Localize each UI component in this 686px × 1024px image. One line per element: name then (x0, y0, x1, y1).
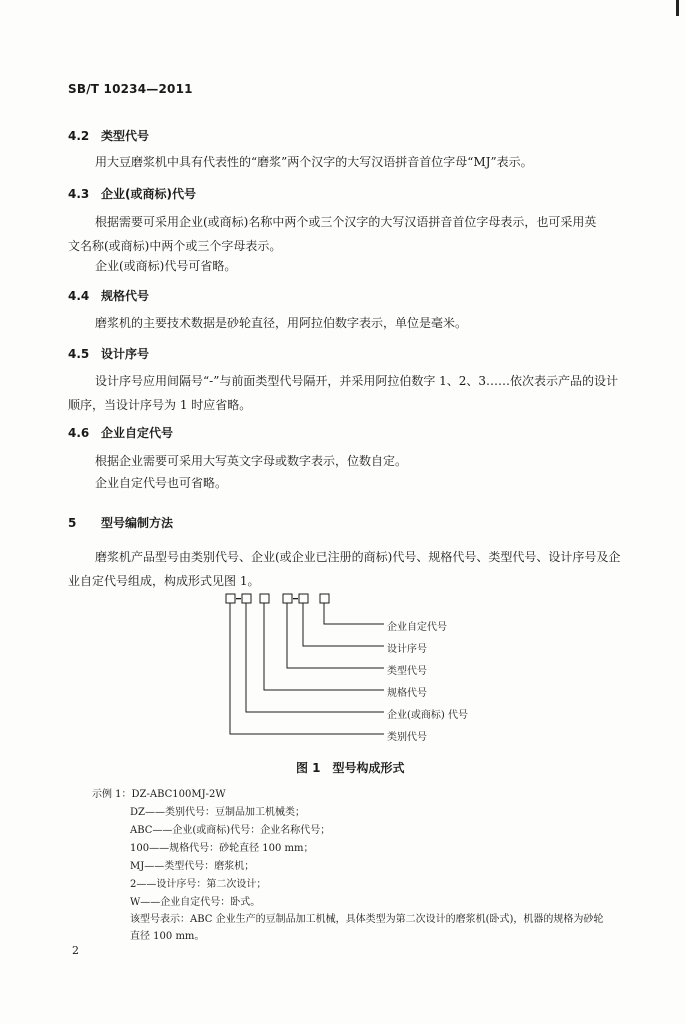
leader-lines (230, 603, 384, 734)
section-heading (68, 345, 149, 362)
section-heading (68, 127, 149, 144)
leader-line-category (230, 603, 384, 734)
example-item: 100——规格代号：砂轮直径 100 mm； (130, 843, 314, 854)
paragraph-line: 磨浆机产品型号由类别代号、企业(或企业已注册的商标)代号、规格代号、类型代号、设计序号及企 (95, 550, 621, 564)
section-title: 类型代号 (101, 129, 150, 143)
section-title: 企业(或商标)代号 (101, 187, 196, 201)
code-box-type (283, 594, 292, 603)
paragraph-line: 企业(或商标)代号可省略。 (95, 259, 237, 273)
section-title: 设计序号 (101, 347, 150, 361)
section-title: 型号编制方法 (101, 516, 174, 530)
leader-line-enterprise (246, 603, 384, 712)
paragraph-line: 业自定代号组成，构成形式见图 1。 (68, 574, 260, 588)
section-heading (68, 424, 173, 441)
code-box-custom (320, 594, 329, 603)
paragraph-line: 根据企业需要可采用大写英文字母或数字表示，位数自定。 (95, 454, 408, 468)
code-box-spec (260, 594, 269, 603)
example-heading: 示例 1：DZ-ABC100MJ-2W (92, 789, 226, 800)
paragraph-line: 根据需要可采用企业(或商标)名称中两个或三个汉字的大写汉语拼音首位字母表示，也可采用英 (95, 215, 597, 229)
paragraph (68, 150, 630, 174)
paragraph-line: 设计序号应用间隔号“-”与前面类型代号隔开，并采用阿拉伯数字 1、2、3……依次表示产品的设计 (95, 374, 619, 388)
diagram-label: 企业(或商标) 代号 (387, 710, 468, 721)
leader-line-design-seq (303, 603, 384, 646)
section-heading (68, 287, 149, 304)
leader-line-custom (324, 603, 384, 624)
example-summary-line: 该型号表示：ABC 企业生产的豆制品加工机械，具体类型为第二次设计的磨浆机(卧式)，机器的规格为砂轮 (130, 914, 604, 925)
section-heading (68, 185, 196, 202)
section-number: 4.3 (68, 187, 90, 201)
section-number: 4.6 (68, 426, 90, 440)
section-number: 4.5 (68, 347, 90, 361)
section-number: 5 (68, 516, 77, 530)
hyphen-mark (236, 598, 241, 599)
diagram-label: 规格代号 (387, 688, 427, 699)
code-box-enterprise (242, 594, 251, 603)
paragraph-line: 顺序，当设计序号为 1 时应省略。 (68, 398, 252, 412)
example-item: ABC——企业(或商标)代号：企业名称代号； (130, 825, 331, 836)
scan-edge-mark (676, 0, 679, 16)
section-number: 4.4 (68, 289, 90, 303)
section-heading (68, 514, 173, 531)
paragraph-line: 磨浆机的主要技术数据是砂轮直径，用阿拉伯数字表示，单位是毫米。 (95, 316, 468, 330)
example-summary-line: 直径 100 mm。 (130, 931, 205, 942)
diagram-label: 类别代号 (387, 732, 427, 743)
diagram-label: 企业自定代号 (387, 622, 447, 633)
diagram-label: 类型代号 (387, 666, 427, 677)
paragraph-line: 企业自定代号也可省略。 (95, 476, 228, 490)
paragraph-line: 文名称(或商标)中两个或三个字母表示。 (68, 239, 282, 253)
code-box-category (226, 594, 235, 603)
paragraph (68, 311, 630, 335)
example-item: DZ——类别代号：豆制品加工机械类； (130, 807, 305, 818)
code-box-design-seq (299, 594, 308, 603)
leader-line-type (287, 603, 384, 668)
paragraph (68, 254, 630, 278)
example-item: W——企业自定代号：卧式。 (130, 897, 261, 908)
example-item: MJ——类型代号：磨浆机； (130, 861, 255, 872)
section-number: 4.2 (68, 129, 90, 143)
section-title: 企业自定代号 (101, 426, 174, 440)
paragraph (68, 210, 630, 258)
leader-line-spec (264, 603, 384, 690)
paragraph (68, 369, 630, 417)
hyphen-mark (293, 598, 298, 599)
example-item: 2——设计序号：第二次设计； (130, 879, 267, 890)
diagram-label: 设计序号 (387, 644, 427, 655)
page-number: 2 (72, 944, 79, 957)
figure-caption: 图 1 型号构成形式 (296, 761, 405, 775)
section-title: 规格代号 (101, 289, 150, 303)
paragraph (68, 449, 630, 473)
paragraph-line: 用大豆磨浆机中具有代表性的“磨浆”两个汉字的大写汉语拼音首位字母“MJ”表示。 (95, 155, 533, 169)
document-code: SB/T 10234—2011 (68, 82, 193, 96)
paragraph (68, 471, 630, 495)
paragraph (68, 545, 630, 593)
